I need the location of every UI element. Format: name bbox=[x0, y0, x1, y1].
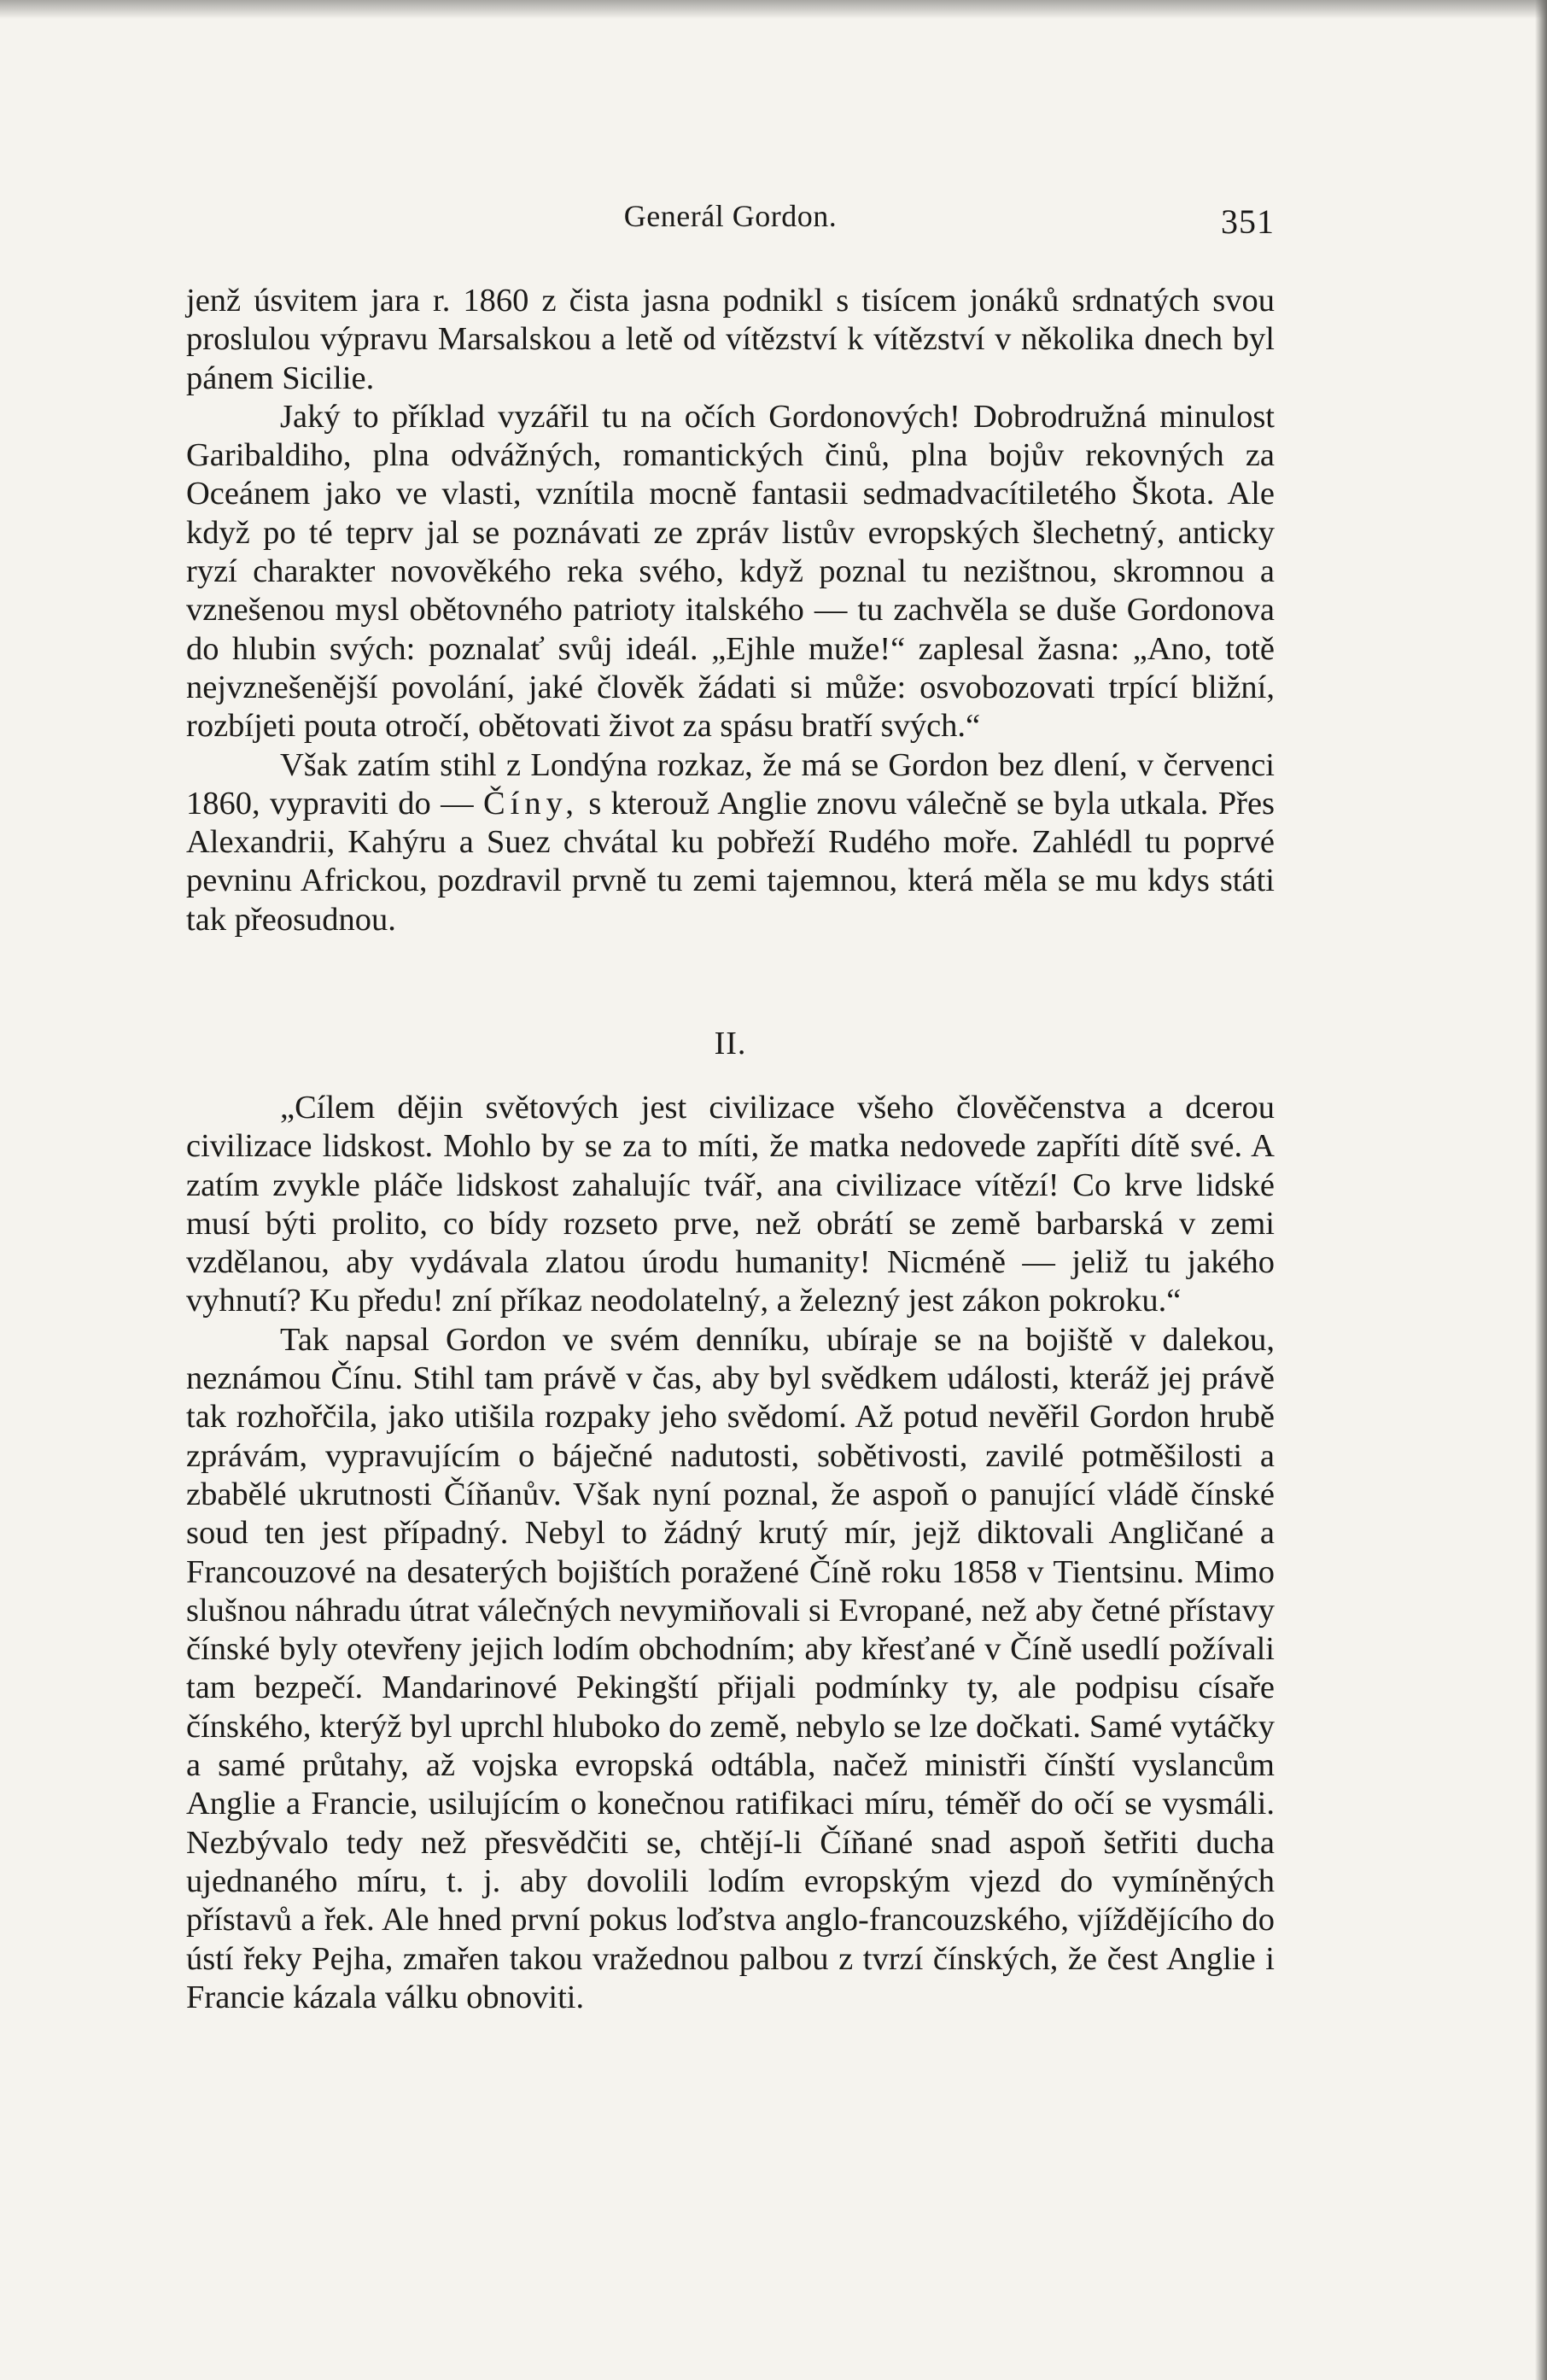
paragraph-departure bbox=[186, 746, 1275, 939]
running-title: Generál Gordon. bbox=[623, 199, 838, 233]
paragraph-quote-civilization: „Cílem dějin světových jest civilizace všeho člověčenstva a dcerou civilizace lidskost. Mohlo by se za to míti, že matka nedovede zapříti dítě své. A zatím zvykle pláče lidskost zahalujíc tvář, ana civilizace vítězí! Co krve lidské musí býti prolito, co bídy rozseto prve, než obrátí se země barbarská v zemi vzdělanou, aby vydávala zlatou úrodu humanity! Nicméně — jeliž tu jakého vyhnutí? Ku předu! zní příkaz neodolatelný, a železný jest zákon pokroku.“ bbox=[186, 1090, 1275, 1319]
emphasized-china: Číny, bbox=[482, 785, 579, 822]
paragraph-departure-part-1: Však zatím stihl z Londýna rozkaz, že má se Gordon bez dlení, v červenci 1860, vypraviti do — bbox=[186, 746, 1275, 822]
section-heading: II. bbox=[714, 1026, 747, 1061]
paragraph-departure-part-2: s kterouž Anglie znovu válečně se byla utkala. Přes Alexandrii, Kahýru a Suez chvátal ku pobřeží Rudého moře. Zahlédl tu poprvé pevninu Africkou, pozdravil prvně tu zemi tajemnou, která měla se mu kdys státi tak přeosudnou. bbox=[186, 785, 1276, 938]
paragraph-continuation: jenž úsvitem jara r. 1860 z čista jasna podnikl s tisícem jonáků srdnatých svou proslulou výpravu Marsalskou a letě od vítězství k vítězství v několika dnech byl pánem Sicilie. bbox=[186, 283, 1275, 396]
text-block-part-2 bbox=[186, 1089, 1275, 2017]
page-number: 351 bbox=[1221, 202, 1275, 241]
scan-right-edge bbox=[1535, 0, 1547, 2380]
text-block-part-1 bbox=[186, 282, 1275, 939]
paragraph-garibaldi: Jaký to příklad vyzářil tu na očích Gordonových! Dobrodružná minulost Garibaldiho, plna odvážných, romantických činů, plna bojův rekovných za Oceánem jako ve vlasti, vznítila mocně fantasii sedmadvacítiletého Škota. Ale když po té teprv jal se poznávati ze zpráv listův evropských šlechetný, anticky ryzí charakter novověkého reka svého, když poznal tu nezištnou, skromnou a vznešenou mysl obětovného patrioty italského — tu zachvěla se duše Gordonova do hlubin svých: poznalať svůj ideál. „Ejhle muže!“ zaplesal žasna: „Ano, totě nejvznešenější povolání, jaké člověk žádati si může: osvobozovati trpící bližní, rozbíjeti pouta otročí, obětovati život za spásu bratří svých.“ bbox=[186, 398, 1275, 745]
running-header bbox=[186, 198, 1275, 239]
scan-top-shadow bbox=[0, 0, 1547, 19]
paragraph-china-war: Tak napsal Gordon ve svém denníku, ubíraje se na bojiště v dalekou, neznámou Čínu. Stihl tam právě v čas, aby byl svědkem události, kteráž jej právě tak rozhořčila, jako utišila rozpaky jeho svědomí. Až potud nevěřil Gordon hrubě zprávám, vypravujícím o báječné nadutosti, sobětivosti, zavilé potměšilosti a zbabělé ukrutnosti Číňanův. Však nyní poznal, že aspoň o panující vládě čínské soud ten jest případný. Nebyl to žádný krutý mír, jejž diktovali Angličané a Francouzové na desaterých bojištích poražené Číně roku 1858 v Tientsinu. Mimo slušnou náhradu útrat válečných nevymiňovali si Evropané, než aby četné přístavy čínské byly otevřeny jejich lodím obchodním; aby křesťané v Číně usedlí požívali tam bezpečí. Mandarinové Pekingští přijali podmínky ty, ale podpisu císaře čínského, kterýž byl uprchl hluboko do země, nebylo se lze dočkati. Samé vytáčky a samé průtahy, až vojska evropská odtábla, načež ministři čínští vyslancům Anglie a Francie, usilujícím o konečnou ratifikaci míru, téměř do očí se vysmáli. Nezbývalo tedy než přesvědčiti se, chtějí-li Číňané snad aspoň šetřiti ducha ujednaného míru, t. j. aby dovolili lodím evropským vjezd do vymíněných přístavů a řek. Ale hned první pokus loďstva anglo-francouzského, vjíždějícího do ústí řeky Pejha, zmařen takou vražednou palbou z tvrzí čínských, že čest Anglie i Francie kázala válku obnoviti. bbox=[186, 1321, 1275, 2015]
